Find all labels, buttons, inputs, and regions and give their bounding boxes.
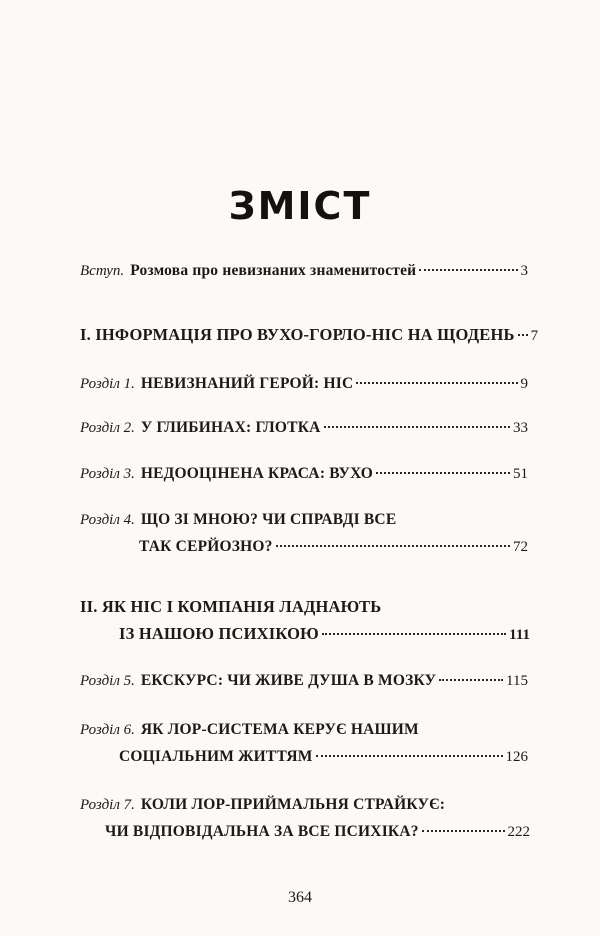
toc-entry-title: ТАК СЕРЙОЗНО? <box>139 538 273 555</box>
toc-entry-title: ІЗ НАШОЮ ПСИХІКОЮ <box>119 624 319 643</box>
toc-entry-title: НЕДООЦІНЕНА КРАСА: ВУХО <box>140 465 373 482</box>
toc-page-number: 33 <box>513 420 528 436</box>
toc-page-number: 51 <box>513 466 528 482</box>
toc-chapter-prefix: Розділ 7. <box>80 797 135 813</box>
toc-page-number: 222 <box>507 824 530 840</box>
dot-leader <box>322 632 506 635</box>
toc-line <box>119 744 528 770</box>
dot-leader <box>376 471 510 474</box>
toc-entry-title: ЩО ЗІ МНОЮ? ЧИ СПРАВДІ ВСЕ <box>140 511 397 528</box>
toc-page-number: 126 <box>505 749 528 765</box>
dot-leader <box>439 678 503 681</box>
toc-chapter-prefix: Розділ 2. <box>80 420 135 436</box>
toc-entry-title: Розмова про невизнаних знаменитостей <box>130 262 417 279</box>
toc-page-number: 3 <box>520 263 528 279</box>
toc-entry-title: ЯК ЛОР-СИСТЕМА КЕРУЄ НАШИМ <box>140 721 419 738</box>
toc-page-number: 72 <box>513 539 528 555</box>
toc-chapter-prefix: Розділ 6. <box>80 722 135 738</box>
toc-entry-title: КОЛИ ЛОР-ПРИЙМАЛЬНЯ СТРАЙКУЄ: <box>140 796 446 813</box>
dot-leader <box>324 425 510 428</box>
toc-entry-title: ІІ. ЯК НІС І КОМПАНІЯ ЛАДНАЮТЬ <box>80 597 382 616</box>
toc-line <box>80 507 528 533</box>
toc-entry-title: І. ІНФОРМАЦІЯ ПРО ВУХО-ГОРЛО-НІС НА ЩОДЕНЬ <box>80 325 515 344</box>
dot-leader <box>422 829 505 832</box>
toc-page-number: 115 <box>506 673 528 689</box>
toc-entry-title: СОЦІАЛЬНИМ ЖИТТЯМ <box>119 748 313 765</box>
toc-line <box>119 621 530 647</box>
toc-line <box>80 668 528 694</box>
dot-leader <box>518 333 528 336</box>
dot-leader <box>356 381 517 384</box>
dot-leader <box>419 268 517 271</box>
toc-line <box>80 322 539 348</box>
toc-chapter-prefix: Розділ 1. <box>80 376 135 392</box>
toc-line <box>80 371 528 397</box>
toc-page-number: 9 <box>520 376 528 392</box>
page-number: 364 <box>288 889 312 906</box>
toc-line <box>80 717 528 743</box>
toc-page-number: 111 <box>509 627 530 643</box>
toc-line <box>80 258 528 284</box>
toc-line <box>80 792 530 818</box>
toc-entry-title: ЧИ ВІДПОВІДАЛЬНА ЗА ВСЕ ПСИХІКА? <box>105 823 419 840</box>
page-title: ЗМІСТ <box>228 184 372 228</box>
toc-chapter-prefix: Розділ 3. <box>80 466 135 482</box>
toc-chapter-prefix: Розділ 4. <box>80 512 135 528</box>
toc-line <box>80 415 528 441</box>
toc-line <box>105 819 530 845</box>
toc-line <box>139 534 528 560</box>
toc-page-number: 7 <box>530 328 539 344</box>
dot-leader <box>276 544 510 547</box>
toc-chapter-prefix: Розділ 5. <box>80 673 135 689</box>
toc-entry-title: ЕКСКУРС: ЧИ ЖИВЕ ДУША В МОЗКУ <box>140 672 437 689</box>
toc-entry-title: У ГЛИБИНАХ: ГЛОТКА <box>140 419 321 436</box>
toc-line <box>80 461 528 487</box>
toc-line <box>80 594 530 620</box>
toc-entry-title: НЕВИЗНАНИЙ ГЕРОЙ: НІС <box>140 375 354 392</box>
dot-leader <box>316 754 503 757</box>
toc-chapter-prefix: Вступ. <box>80 263 125 279</box>
